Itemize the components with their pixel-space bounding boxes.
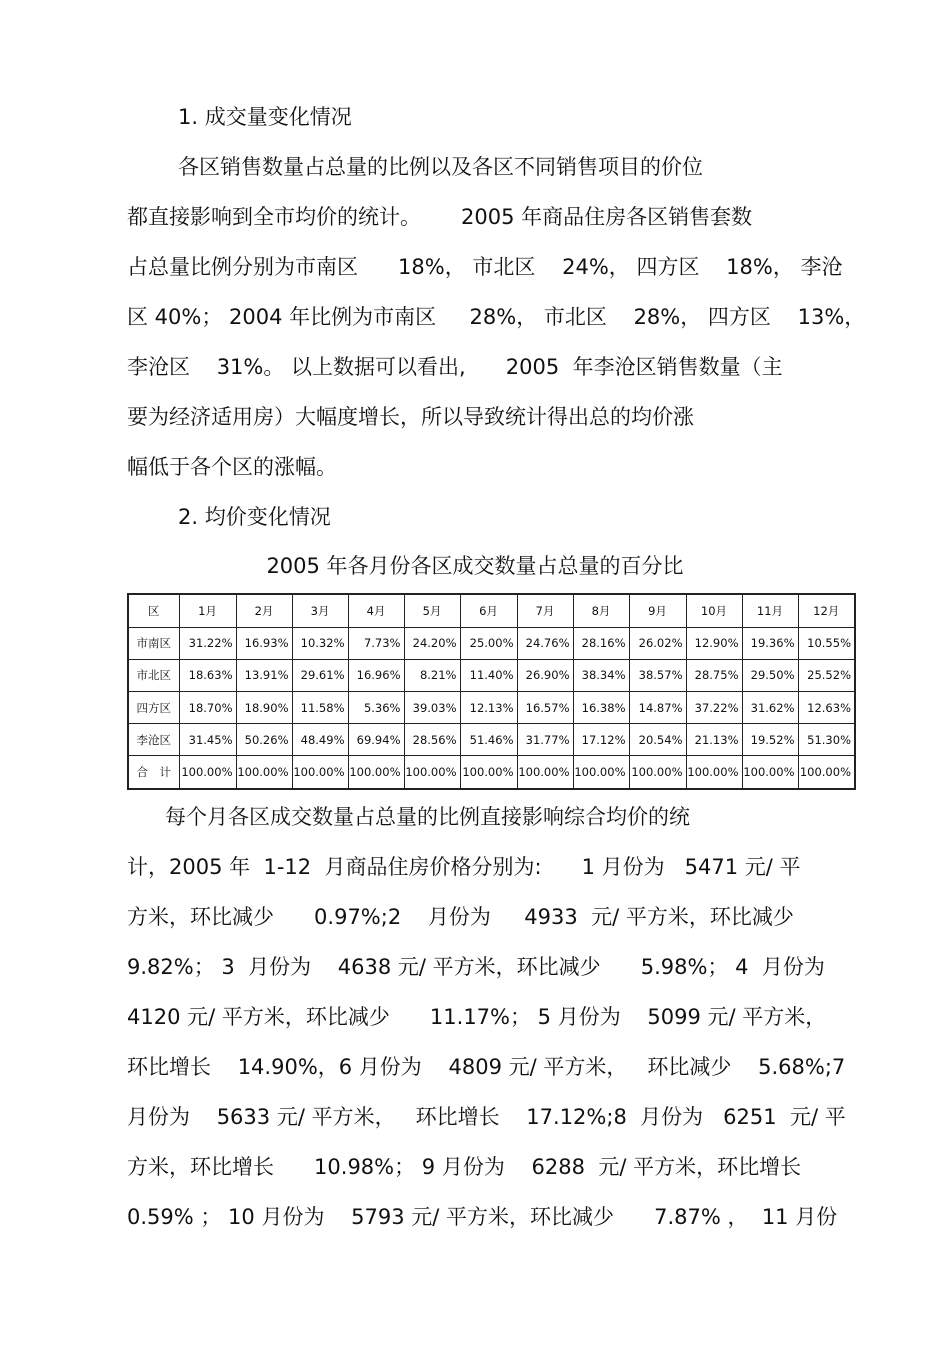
column-header: 10月 — [686, 594, 742, 627]
row-label: 市北区 — [128, 659, 179, 691]
table-cell: 50.26% — [236, 724, 292, 756]
column-header: 3月 — [292, 594, 348, 627]
column-header: 2月 — [236, 594, 292, 627]
table-cell: 12.63% — [798, 691, 855, 723]
table-cell: 100.00% — [686, 756, 742, 789]
table-cell: 12.90% — [686, 627, 742, 659]
column-header: 8月 — [573, 594, 629, 627]
table-cell: 19.36% — [742, 627, 798, 659]
column-header: 9月 — [629, 594, 686, 627]
table-cell: 100.00% — [348, 756, 404, 789]
table-cell: 28.16% — [573, 627, 629, 659]
table-cell: 69.94% — [348, 724, 404, 756]
paragraph-line: 计，2005 年 1-12 月商品住房价格分别为: 1 月份为 5471 元/ 平 — [127, 855, 801, 879]
table-cell: 20.54% — [629, 724, 686, 756]
table-cell: 25.52% — [798, 659, 855, 691]
table-cell: 7.73% — [348, 627, 404, 659]
table-cell: 16.96% — [348, 659, 404, 691]
column-header: 区 — [128, 594, 179, 627]
section-heading-2: 2. 均价变化情况 — [178, 505, 331, 529]
column-header: 12月 — [798, 594, 855, 627]
paragraph-line: 4120 元/ 平方米，环比减少 11.17%； 5 月份为 5099 元/ 平方米， — [127, 1005, 827, 1029]
table-cell: 31.77% — [517, 724, 573, 756]
table-cell: 37.22% — [686, 691, 742, 723]
paragraph-line: 方米，环比减少 0.97%;2 月份为 4933 元/ 平方米，环比减少 — [127, 905, 794, 929]
table-cell: 29.61% — [292, 659, 348, 691]
table-row — [128, 659, 855, 691]
table-cell: 26.02% — [629, 627, 686, 659]
table-cell: 11.40% — [460, 659, 517, 691]
table-cell: 16.38% — [573, 691, 629, 723]
paragraph-line: 环比增长 14.90%，6 月份为 4809 元/ 平方米， 环比减少 5.68%;7 — [127, 1055, 846, 1079]
table-cell: 18.90% — [236, 691, 292, 723]
row-label: 市南区 — [128, 627, 179, 659]
district-share-table — [127, 593, 856, 790]
table-cell: 100.00% — [292, 756, 348, 789]
row-label: 李沧区 — [128, 724, 179, 756]
paragraph-line: 李沧区 31%。 以上数据可以看出, 2005 年李沧区销售数量（主 — [127, 355, 783, 379]
table-cell: 100.00% — [460, 756, 517, 789]
table-cell: 11.58% — [292, 691, 348, 723]
table-cell: 16.57% — [517, 691, 573, 723]
section-heading-1: 1. 成交量变化情况 — [178, 105, 352, 129]
table-cell: 48.49% — [292, 724, 348, 756]
row-label: 四方区 — [128, 691, 179, 723]
table-cell: 100.00% — [742, 756, 798, 789]
table-cell: 38.57% — [629, 659, 686, 691]
paragraph-line: 每个月各区成交数量占总量的比例直接影响综合均价的统 — [165, 805, 690, 829]
table-row — [128, 756, 855, 789]
table-row — [128, 691, 855, 723]
paragraph-line: 占总量比例分别为市南区 18%， 市北区 24%， 四方区 18%， 李沧 — [127, 255, 843, 279]
paragraph-line: 幅低于各个区的涨幅。 — [127, 455, 337, 479]
table-row — [128, 627, 855, 659]
paragraph-line: 方米，环比增长 10.98%； 9 月份为 6288 元/ 平方米，环比增长 — [127, 1155, 802, 1179]
column-header: 7月 — [517, 594, 573, 627]
table-cell: 10.32% — [292, 627, 348, 659]
table-cell: 5.36% — [348, 691, 404, 723]
table-header-row — [128, 594, 855, 627]
table-cell: 51.30% — [798, 724, 855, 756]
table-cell: 39.03% — [404, 691, 460, 723]
paragraph-line: 月份为 5633 元/ 平方米， 环比增长 17.12%;8 月份为 6251 元/ 平 — [127, 1105, 846, 1129]
column-header: 11月 — [742, 594, 798, 627]
paragraph-line: 要为经济适用房）大幅度增长，所以导致统计得出总的均价涨 — [127, 405, 694, 429]
column-header: 1月 — [179, 594, 236, 627]
table-cell: 100.00% — [517, 756, 573, 789]
paragraph-line: 各区销售数量占总量的比例以及各区不同销售项目的价位 — [178, 155, 703, 179]
table-cell: 100.00% — [629, 756, 686, 789]
table-cell: 25.00% — [460, 627, 517, 659]
table-cell: 24.20% — [404, 627, 460, 659]
paragraph-line: 9.82%； 3 月份为 4638 元/ 平方米，环比减少 5.98%； 4 月份为 — [127, 955, 825, 979]
table-cell: 31.62% — [742, 691, 798, 723]
column-header: 6月 — [460, 594, 517, 627]
table-cell: 13.91% — [236, 659, 292, 691]
table-cell: 16.93% — [236, 627, 292, 659]
table-cell: 28.56% — [404, 724, 460, 756]
table-cell: 100.00% — [573, 756, 629, 789]
paragraph-line: 0.59% ； 10 月份为 5793 元/ 平方米，环比减少 7.87% ， 11 月份 — [127, 1205, 838, 1229]
table-row — [128, 724, 855, 756]
paragraph-line: 都直接影响到全市均价的统计。 2005 年商品住房各区销售套数 — [127, 205, 753, 229]
table-cell: 31.45% — [179, 724, 236, 756]
table-cell: 18.63% — [179, 659, 236, 691]
table-cell: 18.70% — [179, 691, 236, 723]
table-cell: 38.34% — [573, 659, 629, 691]
column-header: 4月 — [348, 594, 404, 627]
table-cell: 26.90% — [517, 659, 573, 691]
table-cell: 100.00% — [236, 756, 292, 789]
table-cell: 21.13% — [686, 724, 742, 756]
table-cell: 100.00% — [404, 756, 460, 789]
table-cell: 19.52% — [742, 724, 798, 756]
table-cell: 100.00% — [798, 756, 855, 789]
table-cell: 8.21% — [404, 659, 460, 691]
table-cell: 28.75% — [686, 659, 742, 691]
row-label: 合 计 — [128, 756, 179, 789]
table-cell: 100.00% — [179, 756, 236, 789]
table-cell: 29.50% — [742, 659, 798, 691]
column-header: 5月 — [404, 594, 460, 627]
table-caption: 2005 年各月份各区成交数量占总量的百分比 — [266, 554, 684, 578]
table-cell: 17.12% — [573, 724, 629, 756]
table-cell: 51.46% — [460, 724, 517, 756]
table-cell: 12.13% — [460, 691, 517, 723]
table-cell: 31.22% — [179, 627, 236, 659]
table-cell: 10.55% — [798, 627, 855, 659]
table-cell: 14.87% — [629, 691, 686, 723]
paragraph-line: 区 40%； 2004 年比例为市南区 28%， 市北区 28%， 四方区 13%， — [127, 305, 866, 329]
table-cell: 24.76% — [517, 627, 573, 659]
